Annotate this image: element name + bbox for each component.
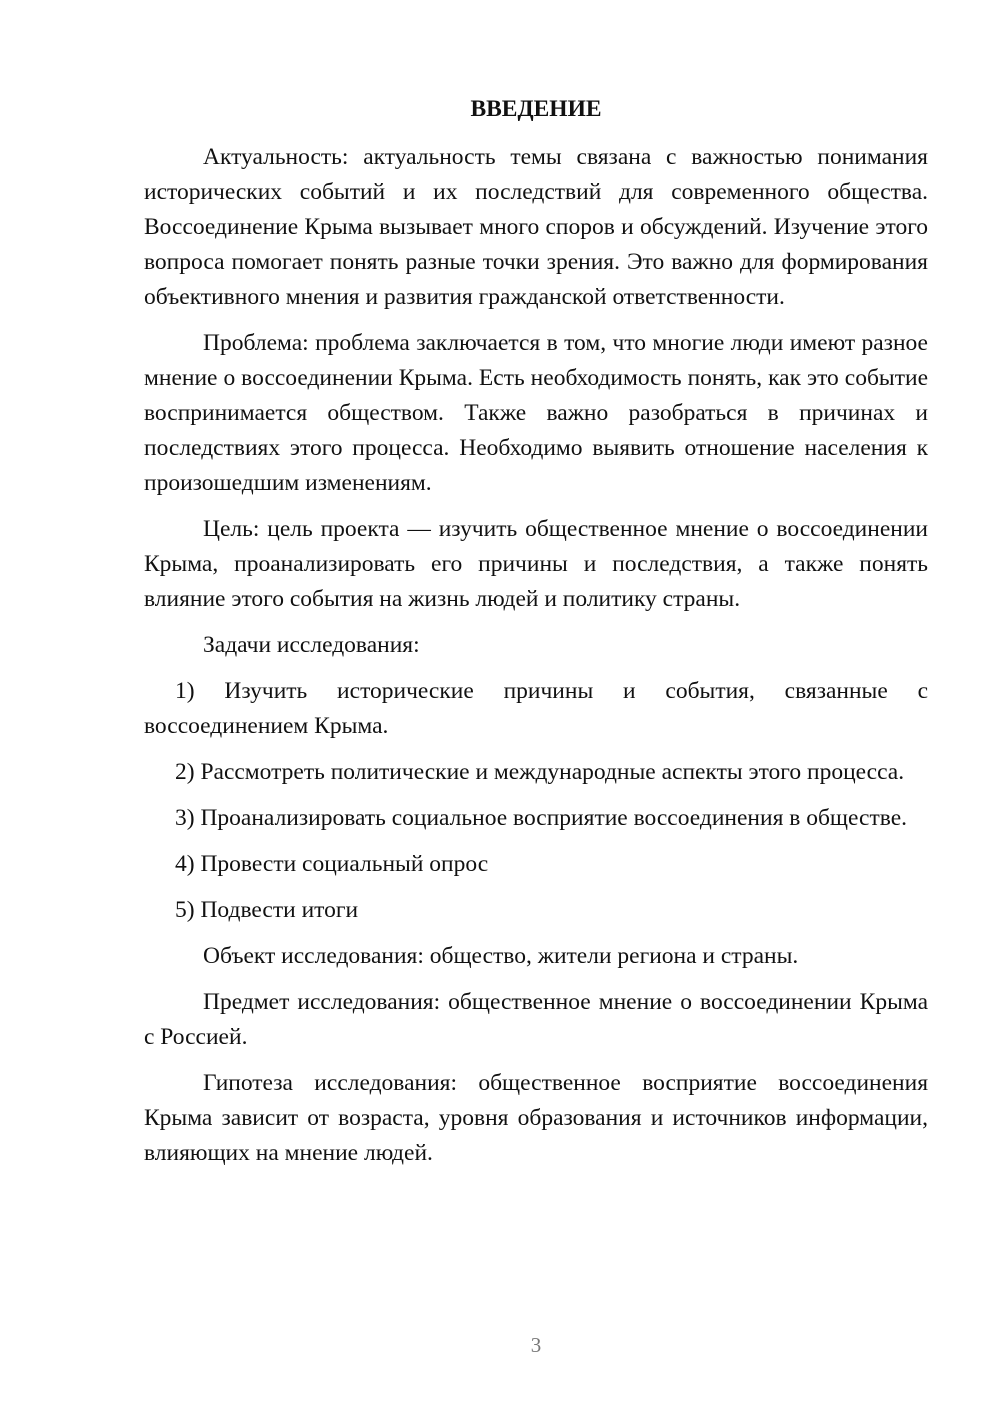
tasks-heading: Задачи исследования:	[203, 632, 420, 658]
list-item: 5) Подвести итоги	[175, 897, 359, 923]
page-number: 3	[530, 1333, 542, 1357]
subject-paragraph: Предмет исследования: общественное мнение о воссоединении Крыма с Россией.	[144, 989, 928, 1050]
page-title: ВВЕДЕНИЕ	[470, 96, 602, 122]
list-item: 4) Провести социальный опрос	[175, 851, 489, 877]
relevance-paragraph: Актуальность: актуальность темы связана с важностью понимания исторических событий и их последствий для современного общества. Воссоединение Крыма вызывает много споров и обсуждений. Изучение этого вопроса помогает понять разные точки зрения. Это важно для формирования объективного мнения и развития гражданской ответственности.	[144, 144, 928, 310]
goal-paragraph: Цель: цель проекта — изучить общественное мнение о воссоединении Крыма, проанализировать его причины и последствия, а также понять влияние этого события на жизнь людей и политику страны.	[144, 516, 928, 612]
list-item: 1) Изучить исторические причины и события, связанные с воссоединением Крыма.	[144, 678, 928, 739]
problem-paragraph: Проблема: проблема заключается в том, что многие люди имеют разное мнение о воссоединении Крыма. Есть необходимость понять, как это событие воспринимается обществом. Также важно разобраться в причинах и последствиях этого процесса. Необходимо выявить отношение населения к произошедшим изменениям.	[144, 330, 928, 496]
list-item: 2) Рассмотреть политические и международные аспекты этого процесса.	[175, 759, 905, 785]
object-paragraph: Объект исследования: общество, жители региона и страны.	[203, 943, 799, 969]
tasks-list	[144, 674, 928, 928]
document-page	[144, 92, 928, 1182]
hypothesis-paragraph: Гипотеза исследования: общественное восприятие воссоединения Крыма зависит от возраста, уровня образования и источников информации, влияющих на мнение людей.	[144, 1070, 928, 1166]
list-item: 3) Проанализировать социальное восприятие воссоединения в обществе.	[175, 805, 908, 831]
